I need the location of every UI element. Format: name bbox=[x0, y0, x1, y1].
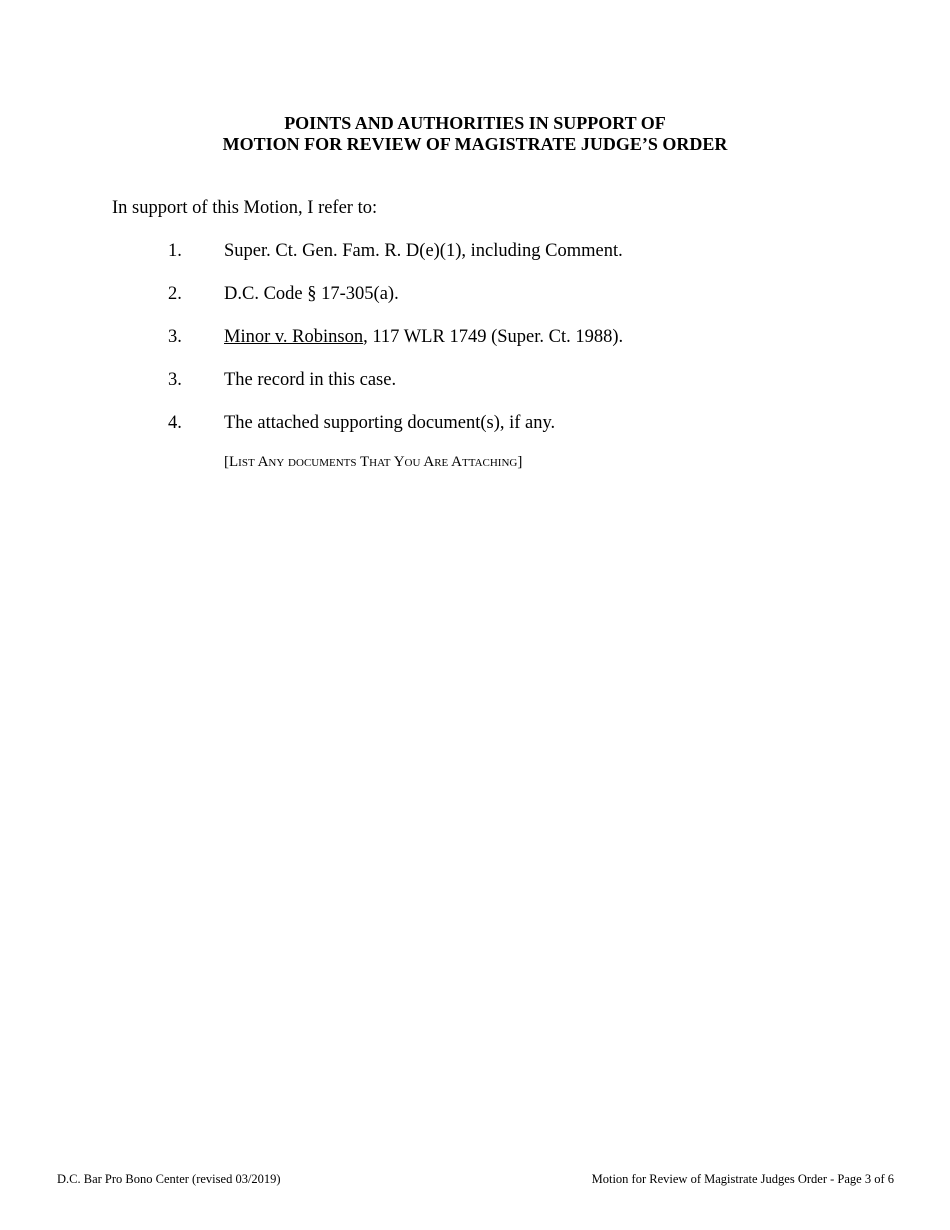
list-item-number: 1. bbox=[168, 241, 182, 261]
document-title-line-2: MOTION FOR REVIEW OF MAGISTRATE JUDGE’S ORDER bbox=[222, 134, 728, 154]
list-item-number: 4. bbox=[168, 413, 182, 433]
list-item-number: 3. bbox=[168, 327, 182, 347]
case-name: Minor v. Robinson bbox=[224, 327, 364, 347]
list-item-text: The record in this case. bbox=[224, 370, 397, 390]
list-item-text bbox=[224, 326, 623, 348]
list-item-text: D.C. Code § 17-305(a). bbox=[224, 284, 399, 304]
list-item-text: Super. Ct. Gen. Fam. R. D(e)(1), including Comment. bbox=[224, 241, 623, 261]
list-item-number: 2. bbox=[168, 284, 182, 304]
attachment-instruction: [List Any documents That You Are Attaching] bbox=[224, 454, 523, 470]
case-citation: , 117 WLR 1749 (Super. Ct. 1988). bbox=[363, 327, 624, 347]
list-item-text: The attached supporting document(s), if any. bbox=[224, 413, 556, 433]
footer-left: D.C. Bar Pro Bono Center (revised 03/2019) bbox=[57, 1172, 281, 1186]
list-item-number: 3. bbox=[168, 370, 182, 390]
intro-paragraph: In support of this Motion, I refer to: bbox=[112, 198, 378, 218]
document-title-line-1: POINTS AND AUTHORITIES IN SUPPORT OF bbox=[284, 113, 666, 133]
footer-right: Motion for Review of Magistrate Judges Order - Page 3 of 6 bbox=[591, 1172, 894, 1186]
